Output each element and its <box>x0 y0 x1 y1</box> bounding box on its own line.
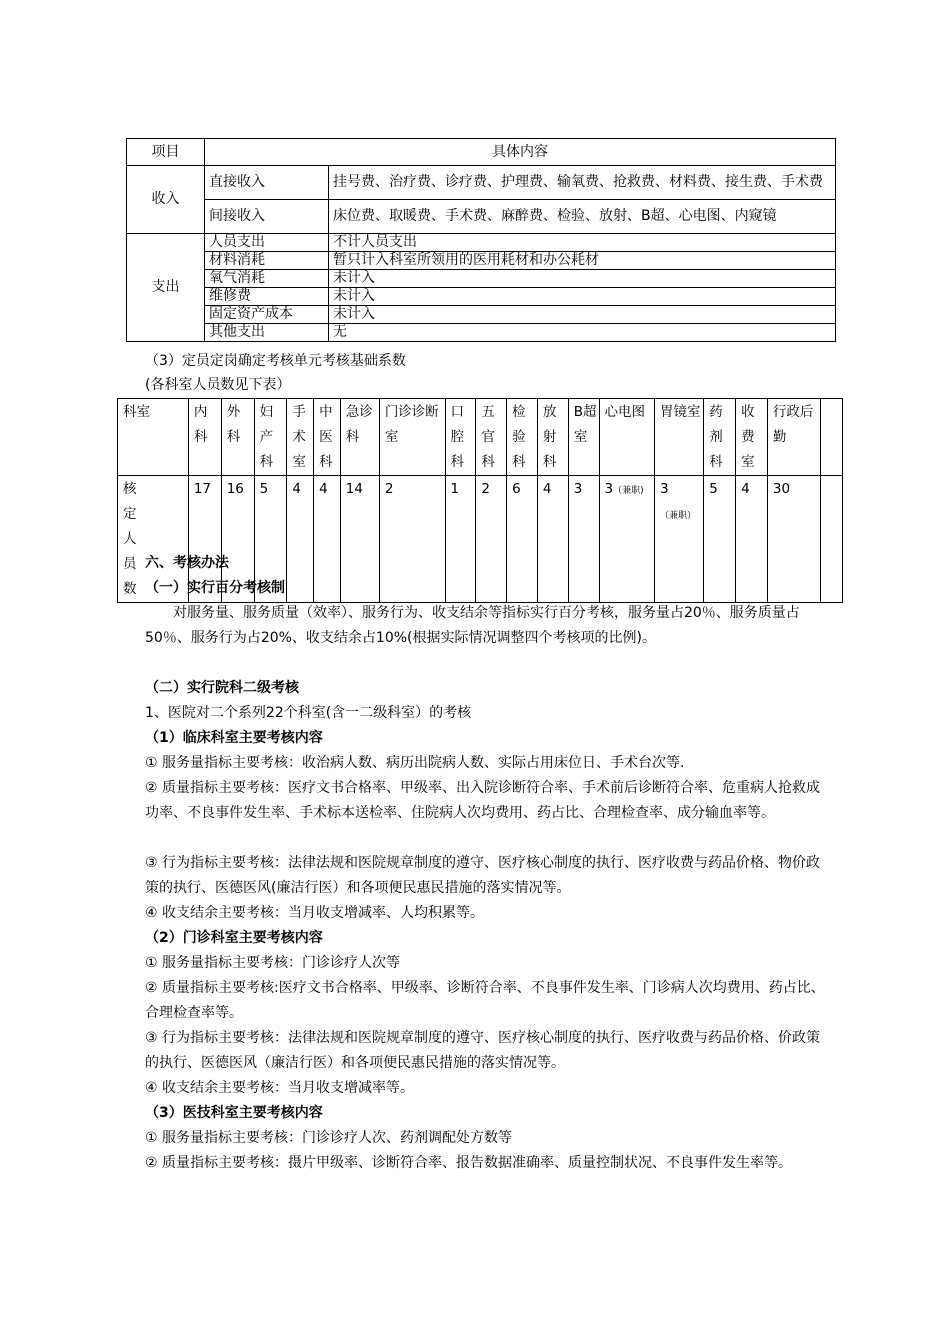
staff-count: 5 <box>704 476 736 603</box>
income-content: 挂号费、治疗费、诊疗费、护理费、输氧费、抢救费、材料费、接生费、手术费 <box>329 166 836 200</box>
dept-header: 放射科 <box>537 399 568 476</box>
dept-header: 中医科 <box>314 399 341 476</box>
expense-item: 材料消耗 <box>205 252 329 270</box>
staff-count: 14 <box>340 476 379 603</box>
dept-header: 收费室 <box>736 399 768 476</box>
expense-content: 无 <box>329 324 836 342</box>
expense-content: 暂只计入科室所领用的医用耗材和办公耗材 <box>329 252 836 270</box>
section3-note: (各科室人员数见下表） <box>145 377 291 393</box>
count-value: 3 <box>659 481 669 497</box>
clinical-heading: （1）临床科室主要考核内容 <box>145 730 323 746</box>
dept-header: 科室 <box>118 399 189 476</box>
dept-header: B超室 <box>568 399 599 476</box>
staff-count: 4 <box>287 476 314 603</box>
clinical-item: ④ 收支结余主要考核：当月收支增减率、人均积累等。 <box>145 905 484 921</box>
income-label: 收入 <box>127 166 205 234</box>
dept-header: 胃镜室 <box>654 399 703 476</box>
staff-count: 2 <box>476 476 507 603</box>
dept-header: 心电图 <box>599 399 654 476</box>
section-heading: 六、考核办法 <box>145 555 229 571</box>
income-expense-table <box>126 138 836 342</box>
staff-count: 2 <box>379 476 445 603</box>
clinical-item: ② 质量指标主要考核：医疗文书合格率、甲级率、出入院诊断符合率、手术前后诊断符合率、危重病人抢救成功率、不良事件发生率、手术标本送检率、住院病人次均费用、药占比、合理检查率、成分输血率等。 <box>145 780 820 821</box>
paragraph-percent: 对服务量、服务质量（效率）、服务行为、收支结余等指标实行百分考核，服务量占20％、服务质量占50％、服务行为占20%、收支结余占10%(根据实际情况调整四个考核项的比例)。 <box>145 605 800 646</box>
expense-item: 人员支出 <box>205 234 329 252</box>
staff-count: 5 <box>254 476 287 603</box>
outpatient-heading: （2）门诊科室主要考核内容 <box>145 930 323 946</box>
staff-count: 16 <box>221 476 254 603</box>
outpatient-item: ② 质量指标主要考核:医疗文书合格率、甲级率、诊断符合率、不良事件发生率、门诊病人次均费用、药占比、合理检查率等。 <box>145 980 825 1021</box>
subsection-heading: （二）实行院科二级考核 <box>145 680 299 696</box>
header-item: 项目 <box>127 139 205 166</box>
staff-count: 6 <box>507 476 538 603</box>
income-item: 间接收入 <box>205 200 329 234</box>
clinical-item: ① 服务量指标主要考核：收治病人数、病历出院病人数、实际占用床位日、手术台次等. <box>145 755 685 771</box>
dept-header: 急诊科 <box>340 399 379 476</box>
staff-count: 3 <box>568 476 599 603</box>
outpatient-item: ③ 行为指标主要考核：法律法规和医院规章制度的遵守、医疗核心制度的执行、医疗收费与药品价格、价政策的执行、医德医风（廉洁行医）和各项便民惠民措施的落实情况等。 <box>145 1030 820 1071</box>
dept-header: 外科 <box>221 399 254 476</box>
paragraph-scope: 1、医院对二个系列22个科室(含一二级科室）的考核 <box>145 705 472 721</box>
clinical-item: ③ 行为指标主要考核：法律法规和医院规章制度的遵守、医疗核心制度的执行、医疗收费与药品价格、物价政策的执行、医德医风(廉洁行医）和各项便民惠民措施的落实情况等。 <box>145 855 820 896</box>
parttime-note: （兼职) <box>613 486 644 496</box>
dept-header: 行政后勤 <box>767 399 820 476</box>
dept-header: 口腔科 <box>445 399 476 476</box>
dept-header: 门诊诊断室 <box>379 399 445 476</box>
staff-count: 17 <box>188 476 221 603</box>
count-value: 3 <box>604 481 614 497</box>
staff-count: 4 <box>314 476 341 603</box>
expense-item: 氧气消耗 <box>205 270 329 288</box>
expense-content: 未计入 <box>329 288 836 306</box>
expense-label: 支出 <box>127 234 205 342</box>
tech-item: ① 服务量指标主要考核：门诊诊疗人次、药剂调配处方数等 <box>145 1130 512 1146</box>
dept-header: 检验科 <box>507 399 538 476</box>
header-content: 具体内容 <box>205 139 836 166</box>
staff-count: 30 <box>767 476 820 603</box>
staff-count: 4 <box>736 476 768 603</box>
staff-count: 1 <box>445 476 476 603</box>
dept-header-empty <box>821 399 843 476</box>
outpatient-item: ① 服务量指标主要考核：门诊诊疗人次等 <box>145 955 400 971</box>
dept-header: 五官科 <box>476 399 507 476</box>
expense-item: 固定资产成本 <box>205 306 329 324</box>
dept-header: 手术室 <box>287 399 314 476</box>
dept-header: 内科 <box>188 399 221 476</box>
staff-count: 4 <box>537 476 568 603</box>
section3-title: （3）定员定岗确定考核单元考核基础系数 <box>145 353 406 369</box>
dept-header: 妇产科 <box>254 399 287 476</box>
income-item: 直接收入 <box>205 166 329 200</box>
expense-item: 维修费 <box>205 288 329 306</box>
tech-item: ② 质量指标主要考核：摄片甲级率、诊断符合率、报告数据准确率、质量控制状况、不良事件发生率等。 <box>145 1155 792 1171</box>
expense-content: 不计人员支出 <box>329 234 836 252</box>
subsection-heading: （一）实行百分考核制 <box>145 580 285 596</box>
row-label: 核定人员数 <box>118 476 189 603</box>
outpatient-item: ④ 收支结余主要考核：当月收支增减率等。 <box>145 1080 414 1096</box>
expense-item: 其他支出 <box>205 324 329 342</box>
parttime-note: （兼职） <box>659 511 696 521</box>
tech-heading: （3）医技科室主要考核内容 <box>145 1105 323 1121</box>
expense-content: 未计入 <box>329 270 836 288</box>
dept-header: 药剂科 <box>704 399 736 476</box>
income-content: 床位费、取暖费、手术费、麻醉费、检验、放射、B超、心电图、内窥镜 <box>329 200 836 234</box>
expense-content: 未计入 <box>329 306 836 324</box>
